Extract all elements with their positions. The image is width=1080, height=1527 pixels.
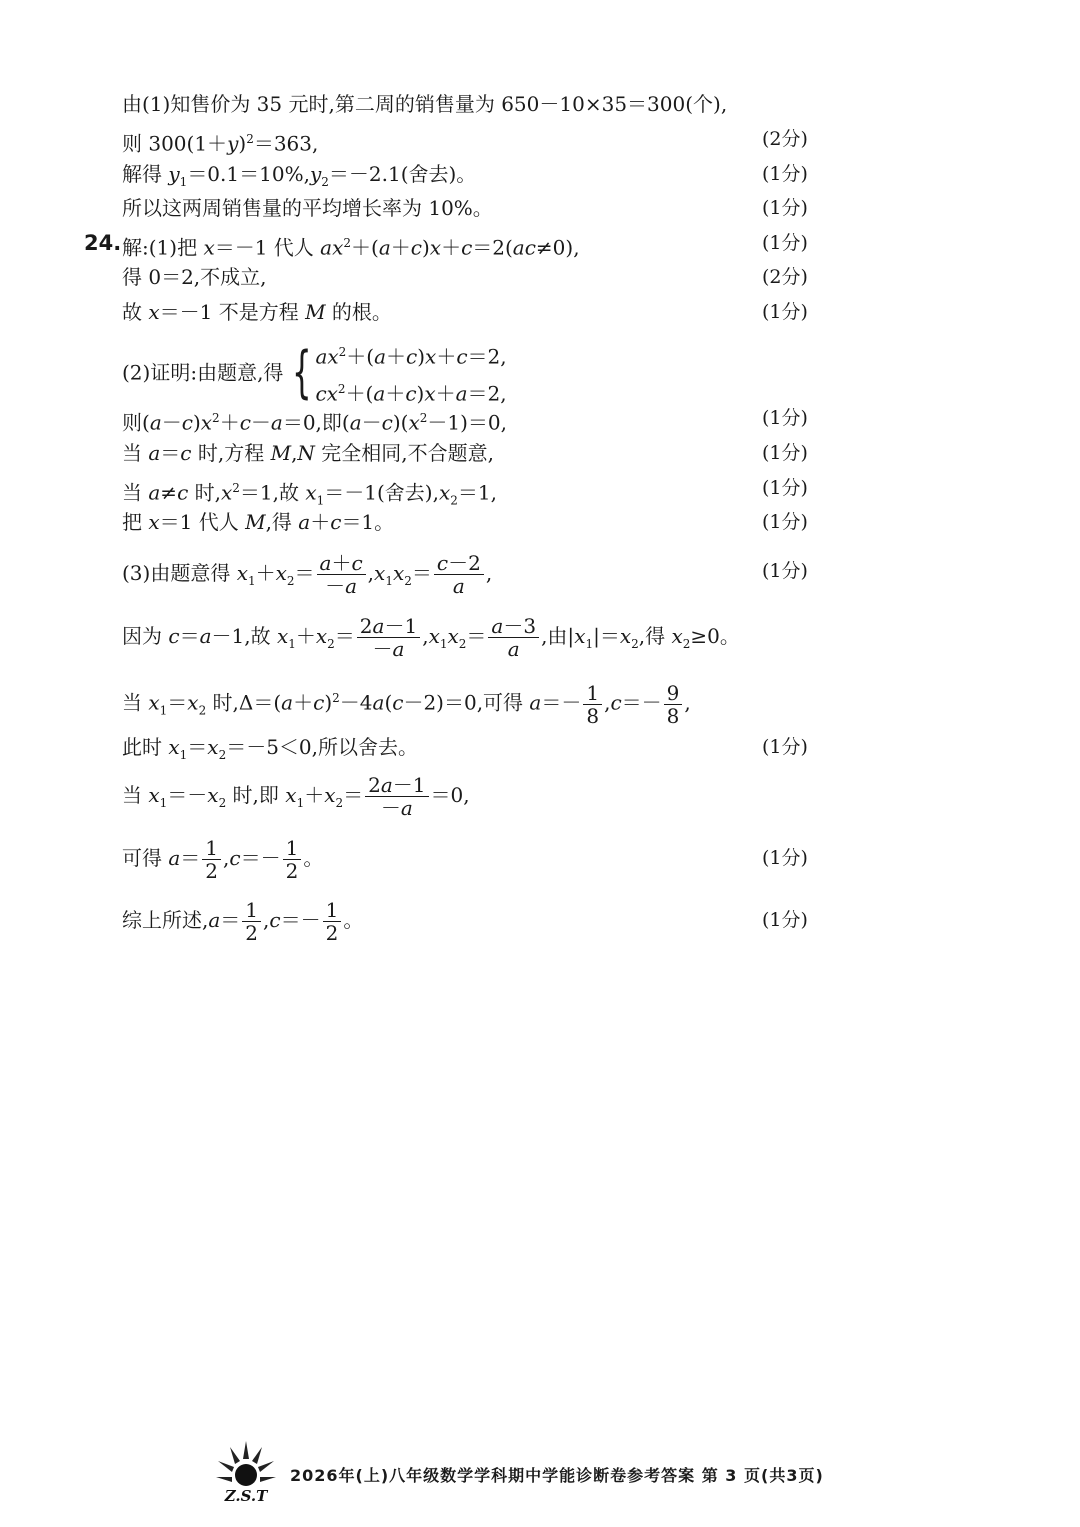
publisher-logo-icon bbox=[212, 1437, 280, 1507]
solution-line: 所以这两周销售量的平均增长率为 10%。 bbox=[122, 196, 493, 220]
solution-line: 得 0＝2,不成立, bbox=[122, 265, 267, 289]
solution-line: (3)由题意得 $x_1+x_2=$ $\frac{a+c}{-a}$ $,x_1x_2=$ $\frac{c-2}{a}$ , bbox=[122, 551, 493, 598]
score-mark: (1分) bbox=[762, 197, 808, 219]
score-mark: (1分) bbox=[762, 232, 808, 254]
score-mark: (1分) bbox=[762, 847, 808, 869]
score-mark: (2分) bbox=[762, 266, 808, 288]
solution-line: 当 a＝c 时,方程 M,N 完全相同,不合题意, bbox=[122, 441, 494, 465]
solution-line: 把 x＝1 代人 M,得 a＋c＝1。 bbox=[122, 510, 395, 534]
score-mark: (1分) bbox=[762, 163, 808, 185]
svg-text:Z.S.T: Z.S.T bbox=[224, 1487, 268, 1505]
score-mark: (2分) bbox=[762, 128, 808, 150]
solution-line: 可得 a＝ $\frac{1}{2}$ ,c＝－ $\frac{1}{2}$ 。 bbox=[122, 836, 324, 883]
solution-line: 当 $x_1=x_2$ 时$,\Delta=(a+c)^2-4a(c-2)=0$,可得 a＝－ $\frac{1}{8}$ ,c＝－ $\frac{9}{8}$ , bbox=[122, 680, 691, 728]
solution-line: 综上所述,a＝ $\frac{1}{2}$ ,c＝－ $\frac{1}{2}$ 。 bbox=[122, 898, 364, 945]
solution-line: 当 $x_1=-x_2$ 时,即 $x_1+x_2=$ $\frac{2a-1}{-a}$ ＝0, bbox=[122, 773, 470, 820]
solution-line: 故 x＝－1 不是方程 M 的根。 bbox=[122, 300, 392, 324]
system-eq-1: $ax^2+(a+c)x+c=2$, bbox=[315, 344, 507, 369]
solution-line: (2)证明:由题意,得 { $ax^2+(a+c)x+c=2$, $cx^2+(a+c)x+a=2$, bbox=[122, 336, 822, 409]
score-mark: (1分) bbox=[762, 301, 808, 323]
solution-line: 则$(a-c)x^2+c-a=0$,即$(a-c)(x^2-1)=0$, bbox=[122, 410, 507, 435]
solution-line: 由(1)知售价为 35 元时,第二周的销售量为 650－10×35＝300(个), bbox=[122, 92, 728, 116]
score-mark: (1分) bbox=[762, 560, 808, 582]
solution-line: 解得 $y_1=0.1=10\%,y_2=-2.1$(舍去)。 bbox=[122, 162, 477, 189]
solution-line: 当 a≠c 时$,x^2=1$,故 $x_1=-1$(舍去)$,x_2=1$, bbox=[122, 480, 497, 508]
system-eq-2: $cx^2+(a+c)x+a=2$, bbox=[315, 381, 507, 406]
solution-line: 解:(1)把 x＝－1 代人 $ax^2+(a+c)x+c=2(ac\ne 0)$, bbox=[122, 235, 580, 260]
solution-line: 此时 $x_1=x_2=-5<0$,所以舍去。 bbox=[122, 735, 419, 762]
score-mark: (1分) bbox=[762, 511, 808, 533]
question-number: 24. bbox=[84, 231, 122, 255]
solution-line: 因为 c＝a－1,故 $x_1+x_2=$ $\frac{2a-1}{-a}$ $,x_1x_2=$ $\frac{a-3}{a}$ ,由$|x_1|=x_2$,得 $x_2\ge 0$。 bbox=[122, 614, 740, 661]
score-mark: (1分) bbox=[762, 909, 808, 931]
equation-system: { $ax^2+(a+c)x+c=2$, $cx^2+(a+c)x+a=2$, bbox=[290, 336, 507, 409]
score-mark: (1分) bbox=[762, 407, 808, 429]
solution-line: 则 $300(1+y)^2=363$, bbox=[122, 131, 319, 156]
score-mark: (1分) bbox=[762, 442, 808, 464]
score-mark: (1分) bbox=[762, 477, 808, 499]
footer-text: 2026年(上)八年级数学学科期中学能诊断卷参考答案 第 3 页(共3页) bbox=[290, 1466, 824, 1485]
page-footer bbox=[0, 1455, 1080, 1505]
score-mark: (1分) bbox=[762, 736, 808, 758]
